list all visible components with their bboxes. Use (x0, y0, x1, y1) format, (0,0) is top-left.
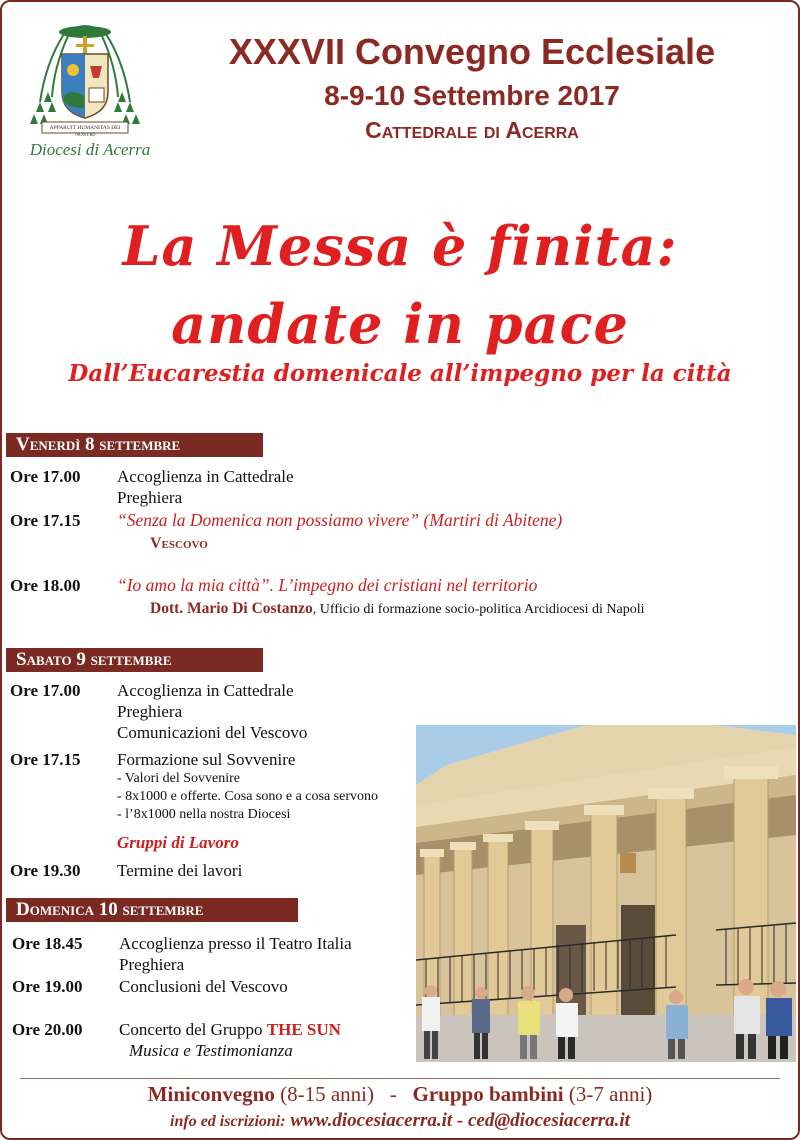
item-line: Accoglienza in Cattedrale (117, 681, 294, 700)
item-line: Accoglienza presso il Teatro Italia (119, 934, 352, 953)
footer-divider (20, 1078, 780, 1079)
day-header-sunday: Domenica 10 settembre (6, 898, 298, 922)
concert-text: Concerto del Gruppo (119, 1020, 267, 1039)
event-place: Cattedrale di Acerra (365, 117, 579, 143)
bullet-item: - l’8x1000 nella nostra Diocesi (117, 807, 291, 822)
item-line: Preghiera (119, 955, 185, 974)
event-title: XXXVII Convegno Ecclesiale (228, 31, 716, 72)
diocese-coat-of-arms (20, 22, 150, 162)
item-line: Termine dei lavori (117, 861, 243, 880)
item-time: Ore 17.00 (10, 467, 81, 486)
cathedral-image (416, 725, 796, 1062)
talk-title: “Senza la Domenica non possiamo vivere” (Martiri di Abitene) (117, 510, 563, 530)
cathedral-photo (416, 725, 796, 1062)
footer-groups (2, 1082, 798, 1107)
mini-label: Miniconvegno (147, 1082, 275, 1106)
item-line: Comunicazioni del Vescovo (117, 723, 308, 742)
bullet-item: - 8x1000 e offerte. Cosa sono e a cosa servono (117, 789, 379, 804)
item-line: Preghiera (117, 488, 183, 507)
item-time: Ore 17.00 (10, 681, 81, 700)
item-time: Ore 20.00 (12, 1020, 83, 1039)
contact-separator: - (456, 1110, 464, 1131)
item-time: Ore 18.45 (12, 934, 83, 953)
band-name: THE SUN (266, 1020, 341, 1039)
kids-label: Gruppo bambini (412, 1082, 564, 1106)
event-dates: 8-9-10 Settembre 2017 (324, 80, 620, 111)
speaker-role: , Ufficio di formazione socio-politica Arcidiocesi di Napoli (312, 602, 645, 617)
talk-title: “Io amo la mia città”. L’impegno dei cristiani nel territorio (117, 575, 538, 595)
item-line: Accoglienza in Cattedrale (117, 467, 294, 486)
footer-contacts (2, 1110, 798, 1132)
logo-caption: Diocesi di Acerra (29, 140, 151, 159)
workgroups-note: Gruppi di Lavoro (117, 833, 239, 852)
day-header-saturday: Sabato 9 settembre (6, 648, 263, 672)
speaker-name: Dott. Mario Di Costanzo (150, 600, 313, 617)
item-line: Formazione sul Sovvenire (117, 750, 296, 769)
talk-speaker: Vescovo (150, 535, 208, 552)
main-title-line1: La Messa è finita: (122, 214, 678, 278)
info-label: info ed iscrizioni: (170, 1113, 286, 1130)
item-time: Ore 17.15 (10, 750, 81, 769)
coat-of-arms-icon (26, 22, 144, 137)
item-time: Ore 18.00 (10, 576, 81, 595)
logo-motto: APPARUIT HUMANITAS DEI NOSTRI (49, 125, 121, 138)
main-subtitle: Dall’Eucarestia domenicale all’impegno per la città (68, 360, 732, 387)
website-link[interactable]: www.diocesiacerra.it (290, 1110, 453, 1131)
bullet-item: - Valori del Sovvenire (117, 771, 240, 786)
item-time: Ore 19.30 (10, 861, 81, 880)
item-time: Ore 19.00 (12, 977, 83, 996)
item-time: Ore 17.15 (10, 511, 81, 530)
main-title-line2: andate in pace (171, 292, 629, 356)
concert-subtitle: Musica e Testimonianza (129, 1041, 293, 1060)
footer-separator: - (389, 1082, 397, 1106)
item-line: Preghiera (117, 702, 183, 721)
kids-age: (3-7 anni) (568, 1082, 653, 1106)
email-link[interactable]: ced@diocesiacerra.it (468, 1110, 630, 1131)
mini-age: (8-15 anni) (280, 1082, 374, 1106)
day-header-friday: Venerdì 8 settembre (6, 433, 263, 457)
item-line: Conclusioni del Vescovo (119, 977, 288, 996)
